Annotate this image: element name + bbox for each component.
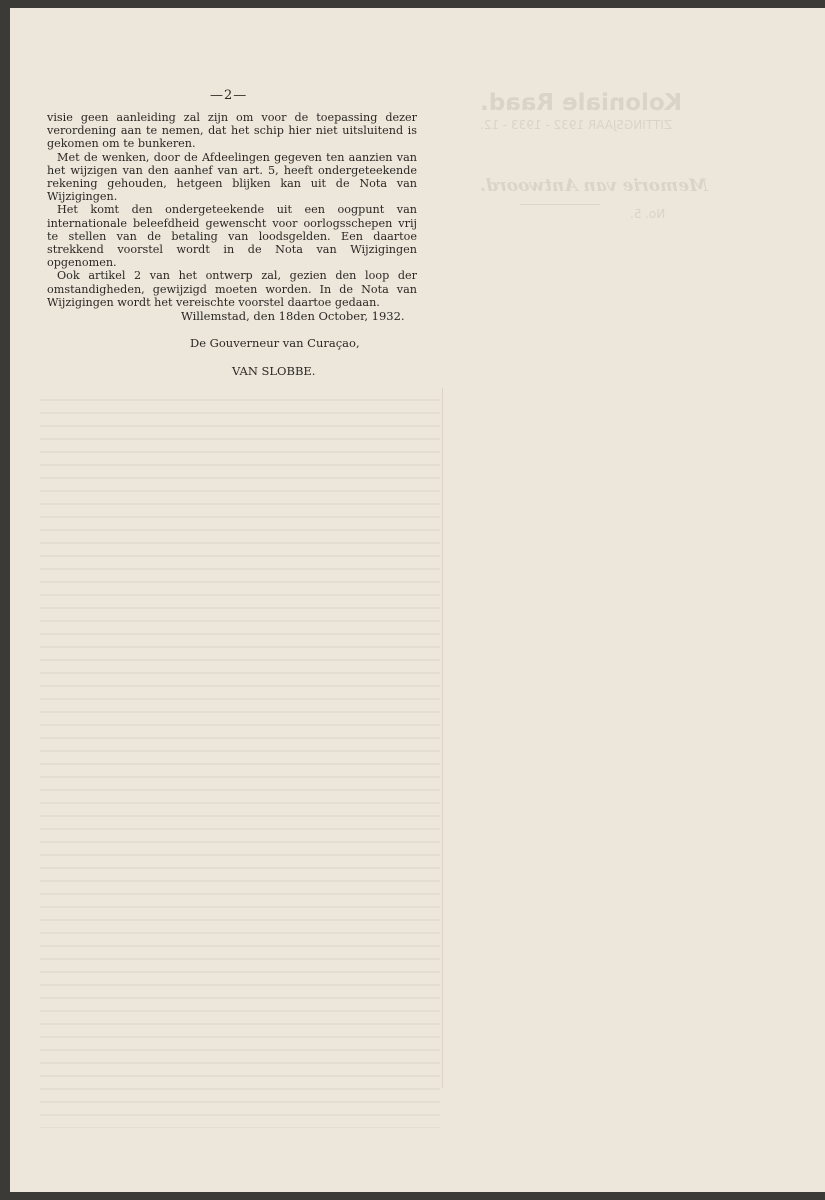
bleed-rule <box>520 204 600 205</box>
paragraph: visie geen aanleiding zal zijn om voor de toepassing dezer verordening aan te nemen, dat het schip hier niet uitsluitend is gekomen om te bunkeren. <box>47 111 417 151</box>
reverse-side-bleed-through <box>480 90 770 221</box>
paragraph: Het komt den ondergeteekende uit een oogpunt van internationale beleefdheid gewenscht voor oorlogsschepen vrij te stellen van de betaling van loodsgelden. Een daartoe strekkend voorstel wordt in de Nota van Wijzigingen opgenomen. <box>47 203 417 270</box>
page-number: —2— <box>210 88 248 103</box>
governor-name: VAN SLOBBE. <box>232 364 316 378</box>
document-page <box>10 8 825 1192</box>
bleed-heading: Memorie van Antwoord. <box>480 176 708 196</box>
place-date: Willemstad, den 18den October, 1932. <box>181 309 405 323</box>
bleed-number: No. 5. <box>630 207 666 221</box>
governor-title: De Gouverneur van Curaçao, <box>190 336 360 350</box>
body-text <box>47 111 417 309</box>
paragraph: Met de wenken, door de Afdeelingen gegeven ten aanzien van het wijzigen van den aanhef van art. 5, heeft ondergeteekende rekening gehouden, hetgeen blijken kan uit de Nota van Wijzigingen. <box>47 150 417 204</box>
page-fold <box>442 388 443 1088</box>
paragraph: Ook artikel 2 van het ontwerp zal, gezien den loop der omstandigheden, gewijzigd moeten worden. In de Nota van Wijzigingen wordt het vereischte voorstel daartoe gedaan. <box>47 269 417 309</box>
bleed-title: Koloniale Raad. <box>480 90 683 116</box>
bleed-subtitle: ZITTINGSJAAR 1932 - 1933 - 12. <box>480 118 672 132</box>
bleed-through-text-lines <box>40 388 440 1128</box>
